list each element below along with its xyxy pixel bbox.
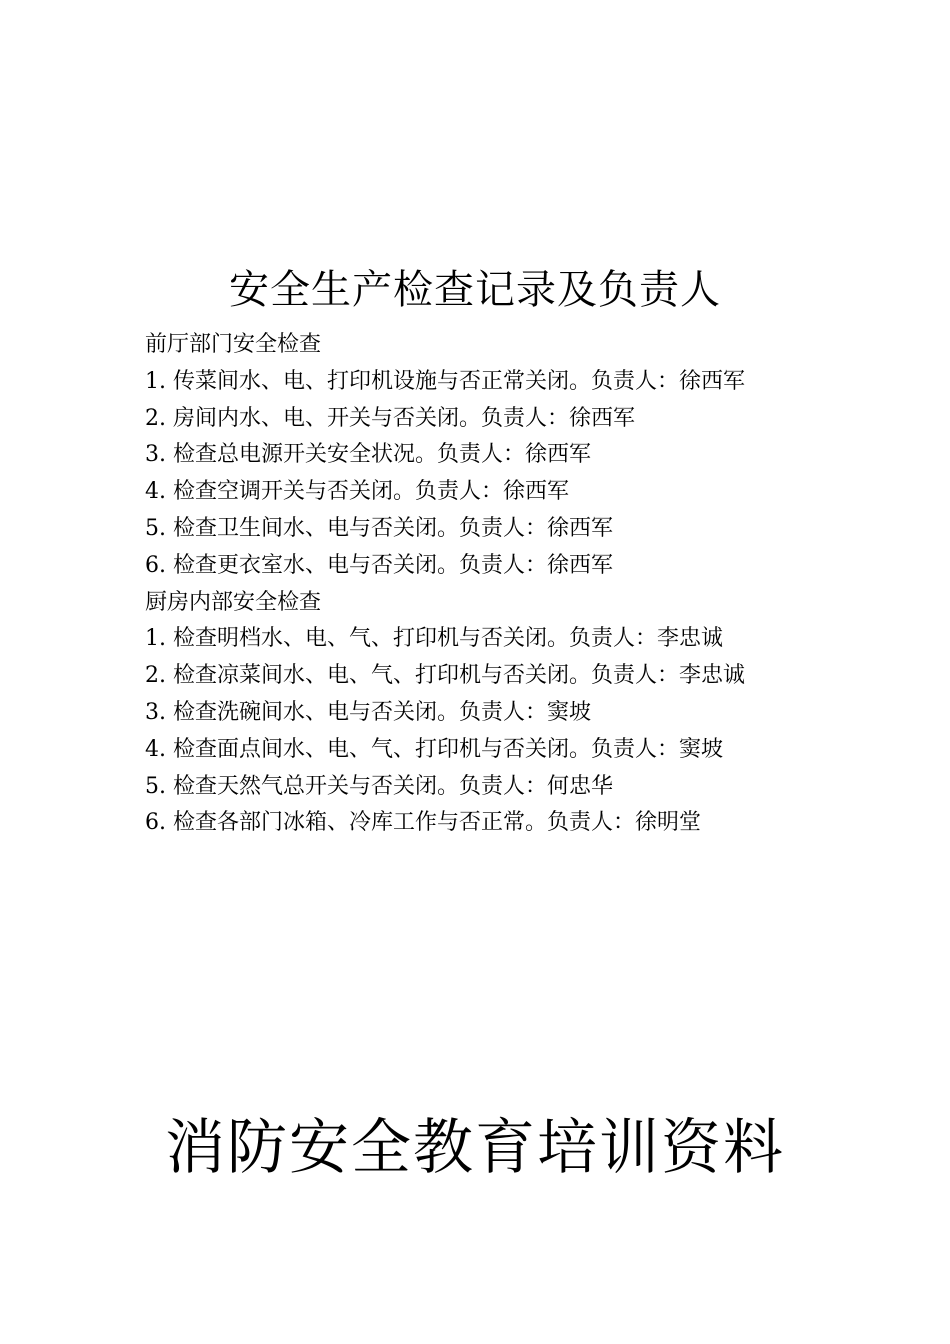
page-title: 安全生产检查记录及负责人 [229,267,721,313]
list-item: 1. 传菜间水、电、打印机设施与否正常关闭。负责人：徐西军 [145,368,745,394]
list-item: 4. 检查空调开关与否关闭。负责人：徐西军 [145,479,569,505]
list-item: 5. 检查卫生间水、电与否关闭。负责人：徐西军 [145,515,613,541]
section-front-office [145,327,845,585]
list-item: 6. 检查各部门冰箱、冷库工作与否正常。负责人：徐明堂 [145,810,701,836]
list-item: 3. 检查洗碗间水、电与否关闭。负责人：窦坡 [145,699,591,725]
section-heading: 前厅部门安全检查 [145,332,322,357]
list-item: 2. 检查凉菜间水、电、气、打印机与否关闭。负责人：李忠诚 [145,663,745,689]
list-item: 5. 检查天然气总开关与否关闭。负责人：何忠华 [145,773,613,799]
list-item: 1. 检查明档水、电、气、打印机与否关闭。负责人：李忠诚 [145,626,723,652]
section-kitchen [145,585,845,843]
list-item: 6. 检查更衣室水、电与否关闭。负责人：徐西军 [145,552,613,578]
list-item: 2. 房间内水、电、开关与否关闭。负责人：徐西军 [145,405,635,431]
list-item: 4. 检查面点间水、电、气、打印机与否关闭。负责人：窦坡 [145,736,723,762]
list-item: 3. 检查总电源开关安全状况。负责人：徐西军 [145,442,591,468]
section-heading: 厨房内部安全检查 [145,589,322,615]
document-body [145,327,845,842]
footer-title: 消防安全教育培训资料 [165,1113,785,1183]
